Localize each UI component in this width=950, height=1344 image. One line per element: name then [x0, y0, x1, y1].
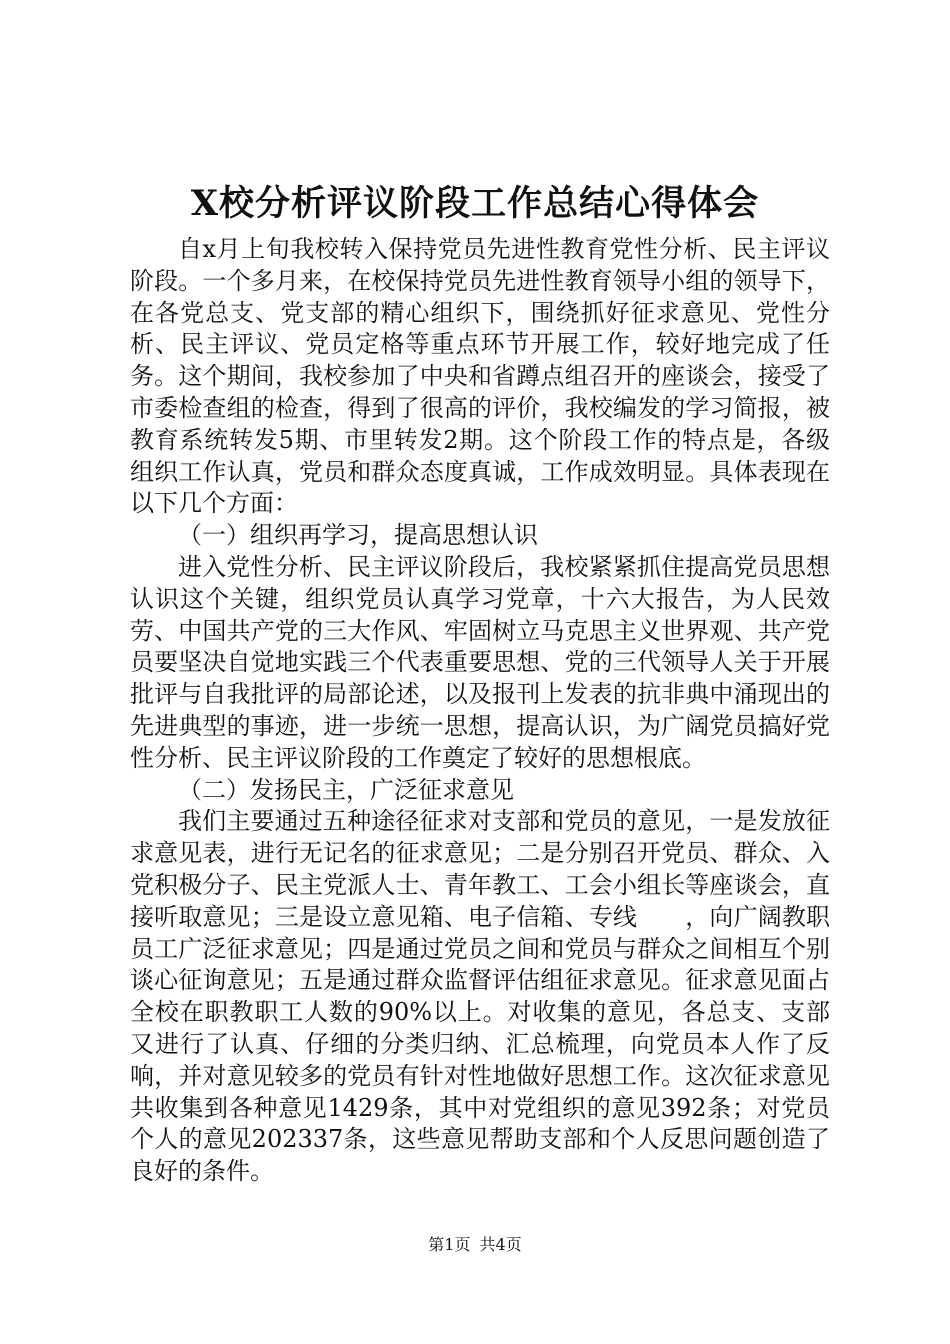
- page-number: 第1页: [428, 1235, 471, 1254]
- page-total: 共4页: [479, 1235, 522, 1254]
- paragraph-section-2: 我们主要通过五种途径征求对支部和党员的意见，一是发放征求意见表，进行无记名的征求意见；二是分别召开党员、群众、入党积极分子、民主党派人士、青年教工、工会小组长等座谈会，直接听取意见；三是设立意见箱、电子信箱、专线 ，向广阔教职员工广泛征求意见；四是通过党员之间和党员与群众之间相互个别谈心征询意见；五是通过群众监督评估组征求意见。征求意见面占全校在职教职工人数的90%以上。对收集的意见，各总支、支部又进行了认真、仔细的分类归纳、汇总梳理，向党员本人作了反响，并对意见较多的党员有针对性地做好思想工作。这次征求意见共收集到各种意见1429条，其中对党组织的意见392条；对党员个人的意见202337条，这些意见帮助支部和个人反思问题创造了良好的条件。: [130, 807, 830, 1186]
- section-heading-2: （二）发扬民主，广泛征求意见: [178, 775, 514, 804]
- paragraph-intro: 自x月上旬我校转入保持党员先进性教育党性分析、民主评议阶段。一个多月来，在校保持党员先进性教育领导小组的领导下，在各党总支、党支部的精心组织下，围绕抓好征求意见、党性分析、民主评议、党员定格等重点环节开展工作，较好地完成了任务。这个期间，我校参加了中央和省蹲点组召开的座谈会，接受了市委检查组的检查，得到了很高的评价，我校编发的学习简报，被教育系统转发5期、市里转发2期。这个阶段工作的特点是，各级组织工作认真，党员和群众态度真诚，工作成效明显。具体表现在以下几个方面：: [130, 235, 830, 518]
- page-footer: [0, 1234, 950, 1256]
- section-heading-1: （一）组织再学习，提高思想认识: [178, 521, 538, 550]
- document-title: X校分析评议阶段工作总结心得体会: [190, 183, 760, 224]
- document-body: [130, 234, 830, 1188]
- paragraph-section-1: 进入党性分析、民主评议阶段后，我校紧紧抓住提高党员思想认识这个关键，组织党员认真学习党章，十六大报告，为人民效劳、中国共产党的三大作风、牢固树立马克思主义世界观、共产党员要坚决自觉地实践三个代表重要思想、党的三代领导人关于开展批评与自我批评的局部论述，以及报刊上发表的抗非典中涌现出的先进典型的事迹，进一步统一思想，提高认识，为广阔党员搞好党性分析、民主评议阶段的工作奠定了较好的思想根底。: [130, 552, 830, 772]
